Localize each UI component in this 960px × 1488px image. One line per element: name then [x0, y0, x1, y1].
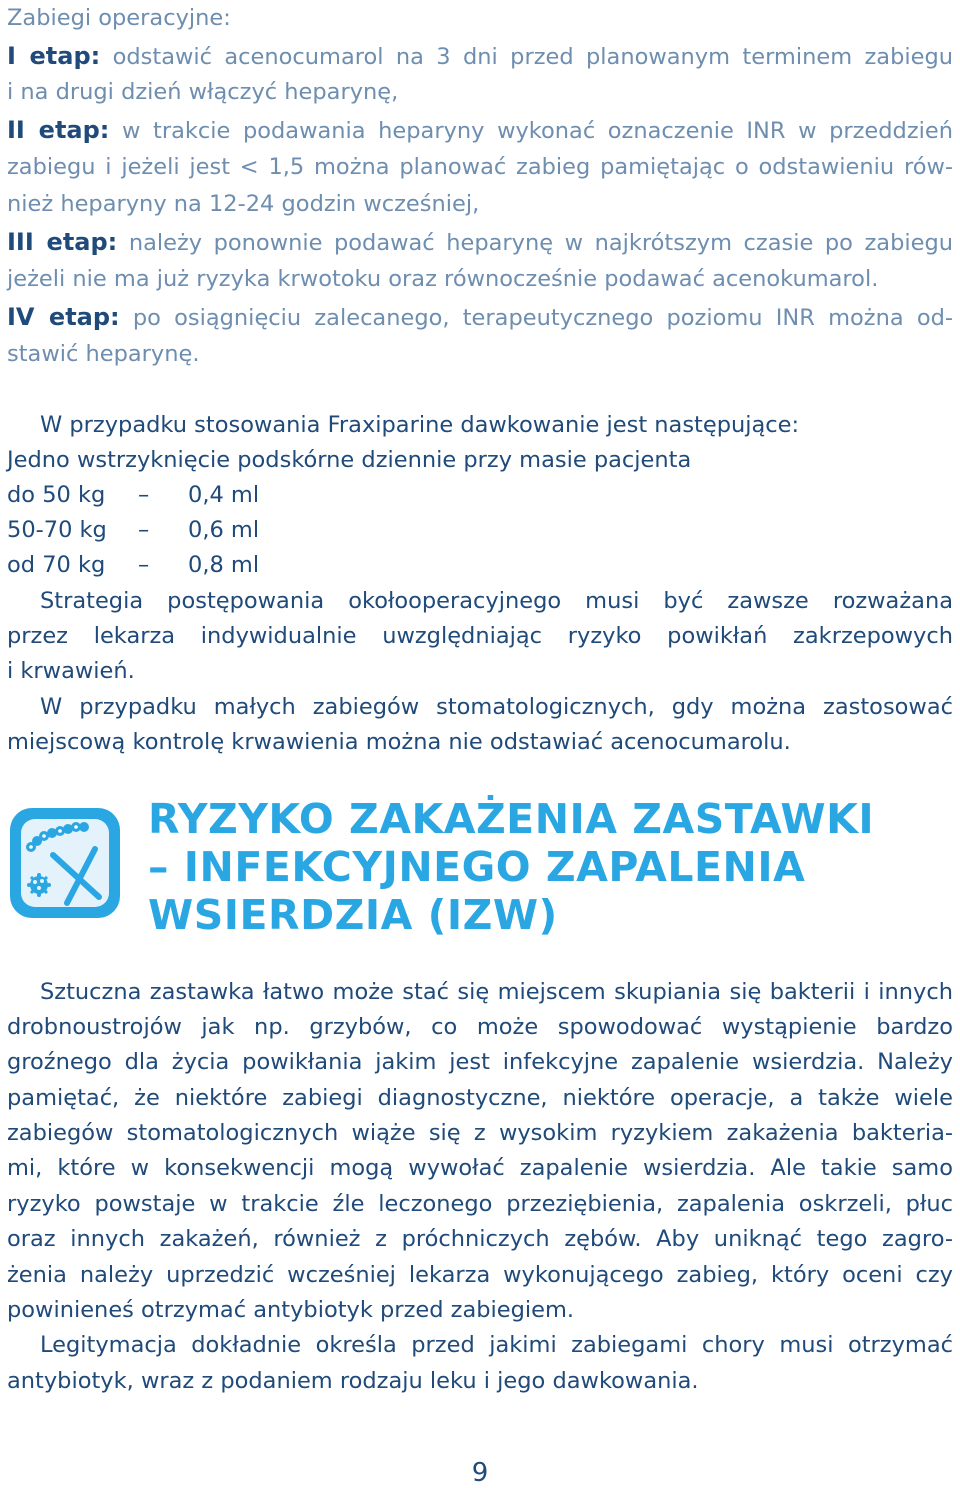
page-number: 9: [471, 1458, 489, 1488]
infection-line: powinieneś otrzymać antybiotyk przed zabiegiem.: [7, 1297, 575, 1323]
dental-line1: W przypadku małych zabiegów stomatologicznych, gdy można zastosować: [40, 694, 953, 720]
etap2-line3: nież heparyny na 12-24 godzin wcześniej,: [7, 191, 480, 217]
section-heading-line3: WSIERDZIA (IZW): [148, 891, 558, 939]
bacteria-icon: [7, 805, 123, 921]
infection-line: oraz innych zakażeń, również z próchniczych zębów. Aby uniknąć tego zagro-: [7, 1226, 953, 1252]
infection-line: ryzyko powstaje w trakcie źle leczonego przeziębienia, zapalenia oskrzeli, płuc: [7, 1191, 953, 1217]
dose-amount: 0,6 ml: [188, 517, 260, 543]
infection-line: Sztuczna zastawka łatwo może stać się miejscem skupiania się bakterii i innych: [40, 979, 953, 1005]
infection-line: mi, które w konsekwencji mogą wywołać zapalenie wsierdzia. Ale takie samo: [7, 1155, 953, 1181]
fraxiparine-line2: Jedno wstrzyknięcie podskórne dziennie przy masie pacjenta: [7, 447, 692, 473]
dose-weight: do 50 kg: [7, 482, 106, 508]
etap3-text: należy ponownie podawać heparynę w najkrótszym czasie po zabiegu: [128, 230, 953, 256]
section-heading-line2: – INFEKCYJNEGO ZAPALENIA: [148, 843, 806, 891]
dose-weight: od 70 kg: [7, 552, 106, 578]
infection-line: groźnego dla życia powikłania jakim jest infekcyjne zapalenie wsierdzia. Należy: [7, 1049, 953, 1075]
etap1-label: I etap:: [7, 42, 101, 70]
etap3-label: III etap:: [7, 228, 118, 256]
dose-amount: 0,8 ml: [188, 552, 260, 578]
strategy-line2: przez lekarza indywidualnie uwzględniając ryzyko powikłań zakrzepowych: [7, 623, 953, 649]
etap2-line1: [7, 115, 953, 146]
etap2-label: II etap:: [7, 116, 110, 144]
infection-line: zabiegów stomatologicznych wiąże się z wysokim ryzykiem zakażenia bakteria-: [7, 1120, 953, 1146]
dose-weight: 50-70 kg: [7, 517, 107, 543]
etap1-line1: [7, 41, 953, 72]
etap4-line1: [7, 302, 953, 333]
etap3-line1: [7, 227, 953, 258]
legitimation-line2: antybiotyk, wraz z podaniem rodzaju leku i jego dawkowania.: [7, 1368, 699, 1394]
etap1-text: odstawić acenocumarol na 3 dni przed planowanym terminem zabiegu: [112, 44, 953, 70]
etap4-line2: stawić heparynę.: [7, 341, 200, 367]
strategy-line1: Strategia postępowania okołooperacyjnego musi być zawsze rozważana: [40, 588, 953, 614]
etap2-text: w trakcie podawania heparyny wykonać oznaczenie INR w przeddzień: [122, 118, 954, 144]
etap2-line2: zabiegu i jeżeli jest < 1,5 można planować zabieg pamiętając o odstawieniu rów-: [7, 154, 953, 180]
strategy-line3: i krwawień.: [7, 658, 135, 684]
section-heading-line1: RYZYKO ZAKAŻENIA ZASTAWKI: [148, 795, 875, 843]
etap3-line2: jeżeli nie ma już ryzyka krwotoku oraz równocześnie podawać acenokumarol.: [7, 266, 879, 292]
infection-line: żenia należy uprzedzić wcześniej lekarza wykonującego zabieg, który oceni czy: [7, 1262, 953, 1288]
etap4-text: po osiągnięciu zalecanego, terapeutycznego poziomu INR można od-: [132, 305, 953, 331]
dose-amount: 0,4 ml: [188, 482, 260, 508]
etap4-label: IV etap:: [7, 303, 120, 331]
dose-dash: –: [138, 552, 150, 578]
etap1-line2: i na drugi dzień włączyć heparynę,: [7, 79, 399, 105]
infection-line: drobnoustrojów jak np. grzybów, co może spowodować wystąpienie bardzo: [7, 1014, 953, 1040]
legitimation-line1: Legitymacja dokładnie określa przed jakimi zabiegami chory musi otrzymać: [40, 1332, 953, 1358]
dental-line2: miejscową kontrolę krwawienia można nie odstawiać acenocumarolu.: [7, 729, 791, 755]
fraxiparine-intro: W przypadku stosowania Fraxiparine dawkowanie jest następujące:: [40, 412, 800, 438]
dose-dash: –: [138, 482, 150, 508]
infection-line: pamiętać, że niektóre zabiegi diagnostyczne, niektóre operacje, a także wiele: [7, 1085, 953, 1111]
intro-text: Zabiegi operacyjne:: [7, 5, 231, 31]
dose-dash: –: [138, 517, 150, 543]
